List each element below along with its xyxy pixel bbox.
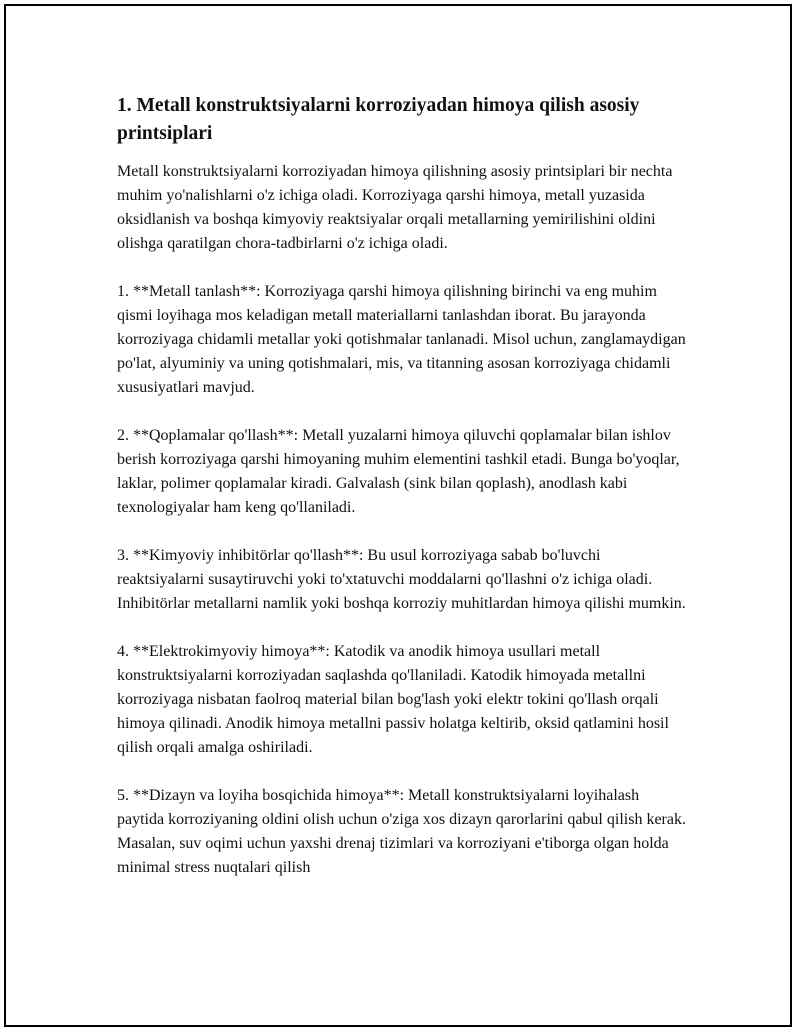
paragraph-inhibitors: 3. **Kimyoviy inhibitörlar qo'llash**: Bu usul korroziyaga sabab bo'luvchi reaktsiyalarni susaytiruvchi yoki to'xtatuvchi moddalarni qo'llashni o'z ichiga oladi. Inhibitörlar metallarni namlik yoki boshqa korroziy muhitlardan himoya qilishi mumkin. [117, 547, 686, 612]
paragraph-coatings: 2. **Qoplamalar qo'llash**: Metall yuzalarni himoya qiluvchi qoplamalar bilan ishlov berish korroziyaga qarshi himoyaning muhim elementini tashkil etadi. Bunga bo'yoqlar, laklar, polimer qoplamalar kiradi. Galvalash (sink bilan qoplash), anodlash kabi texnologiyalar ham keng qo'llaniladi. [117, 427, 680, 516]
paragraph-metal-selection: 1. **Metall tanlash**: Korroziyaga qarshi himoya qilishning birinchi va eng muhim qismi loyihaga mos keladigan metall materiallarni tanlashdan iborat. Bu jarayonda korroziyaga chidamli metallar yoki qotishmalar tanlanadi. Misol uchun, zanglamaydigan po'lat, alyuminiy va uning qotishmalari, mis, va titanning asosan korroziyaga chidamli xususiyatlari mavjud. [117, 283, 686, 396]
section-heading: 1. Metall konstruktsiyalarni korroziyadan himoya qilish asosiy printsiplari [117, 95, 640, 144]
intro-paragraph: Metall konstruktsiyalarni korroziyadan himoya qilishning asosiy printsiplari bir nechta muhim yo'nalishlarni o'z ichiga oladi. Korroziyaga qarshi himoya, metall yuzasida oksidlanish va boshqa kimyoviy reaktsiyalar orqali metallarning yemirilishini oldini olishga qaratilgan chora-tadbirlarni o'z ichiga oladi. [117, 163, 673, 252]
paragraph-electrochemical: 4. **Elektrokimyoviy himoya**: Katodik va anodik himoya usullari metall konstruktsiyalarni korroziyadan saqlashda qo'llaniladi. Katodik himoyada metallni korroziyaga nisbatan faolroq material bilan bog'lash yoki elektr tokini qo'llash orqali himoya qilinadi. Anodik himoya metallni passiv holatga keltirib, oksid qatlamini hosil qilish orqali amalga oshiriladi. [117, 643, 669, 756]
document-body [117, 92, 687, 904]
paragraph-design: 5. **Dizayn va loyiha bosqichida himoya**: Metall konstruktsiyalarni loyihalash paytida korroziyaning oldini olish uchun o'ziga xos dizayn qarorlarini qabul qilish kerak. Masalan, suv oqimi uchun yaxshi drenaj tizimlari va korroziyani e'tiborga olgan holda minimal stress nuqtalari qilish [117, 787, 686, 876]
